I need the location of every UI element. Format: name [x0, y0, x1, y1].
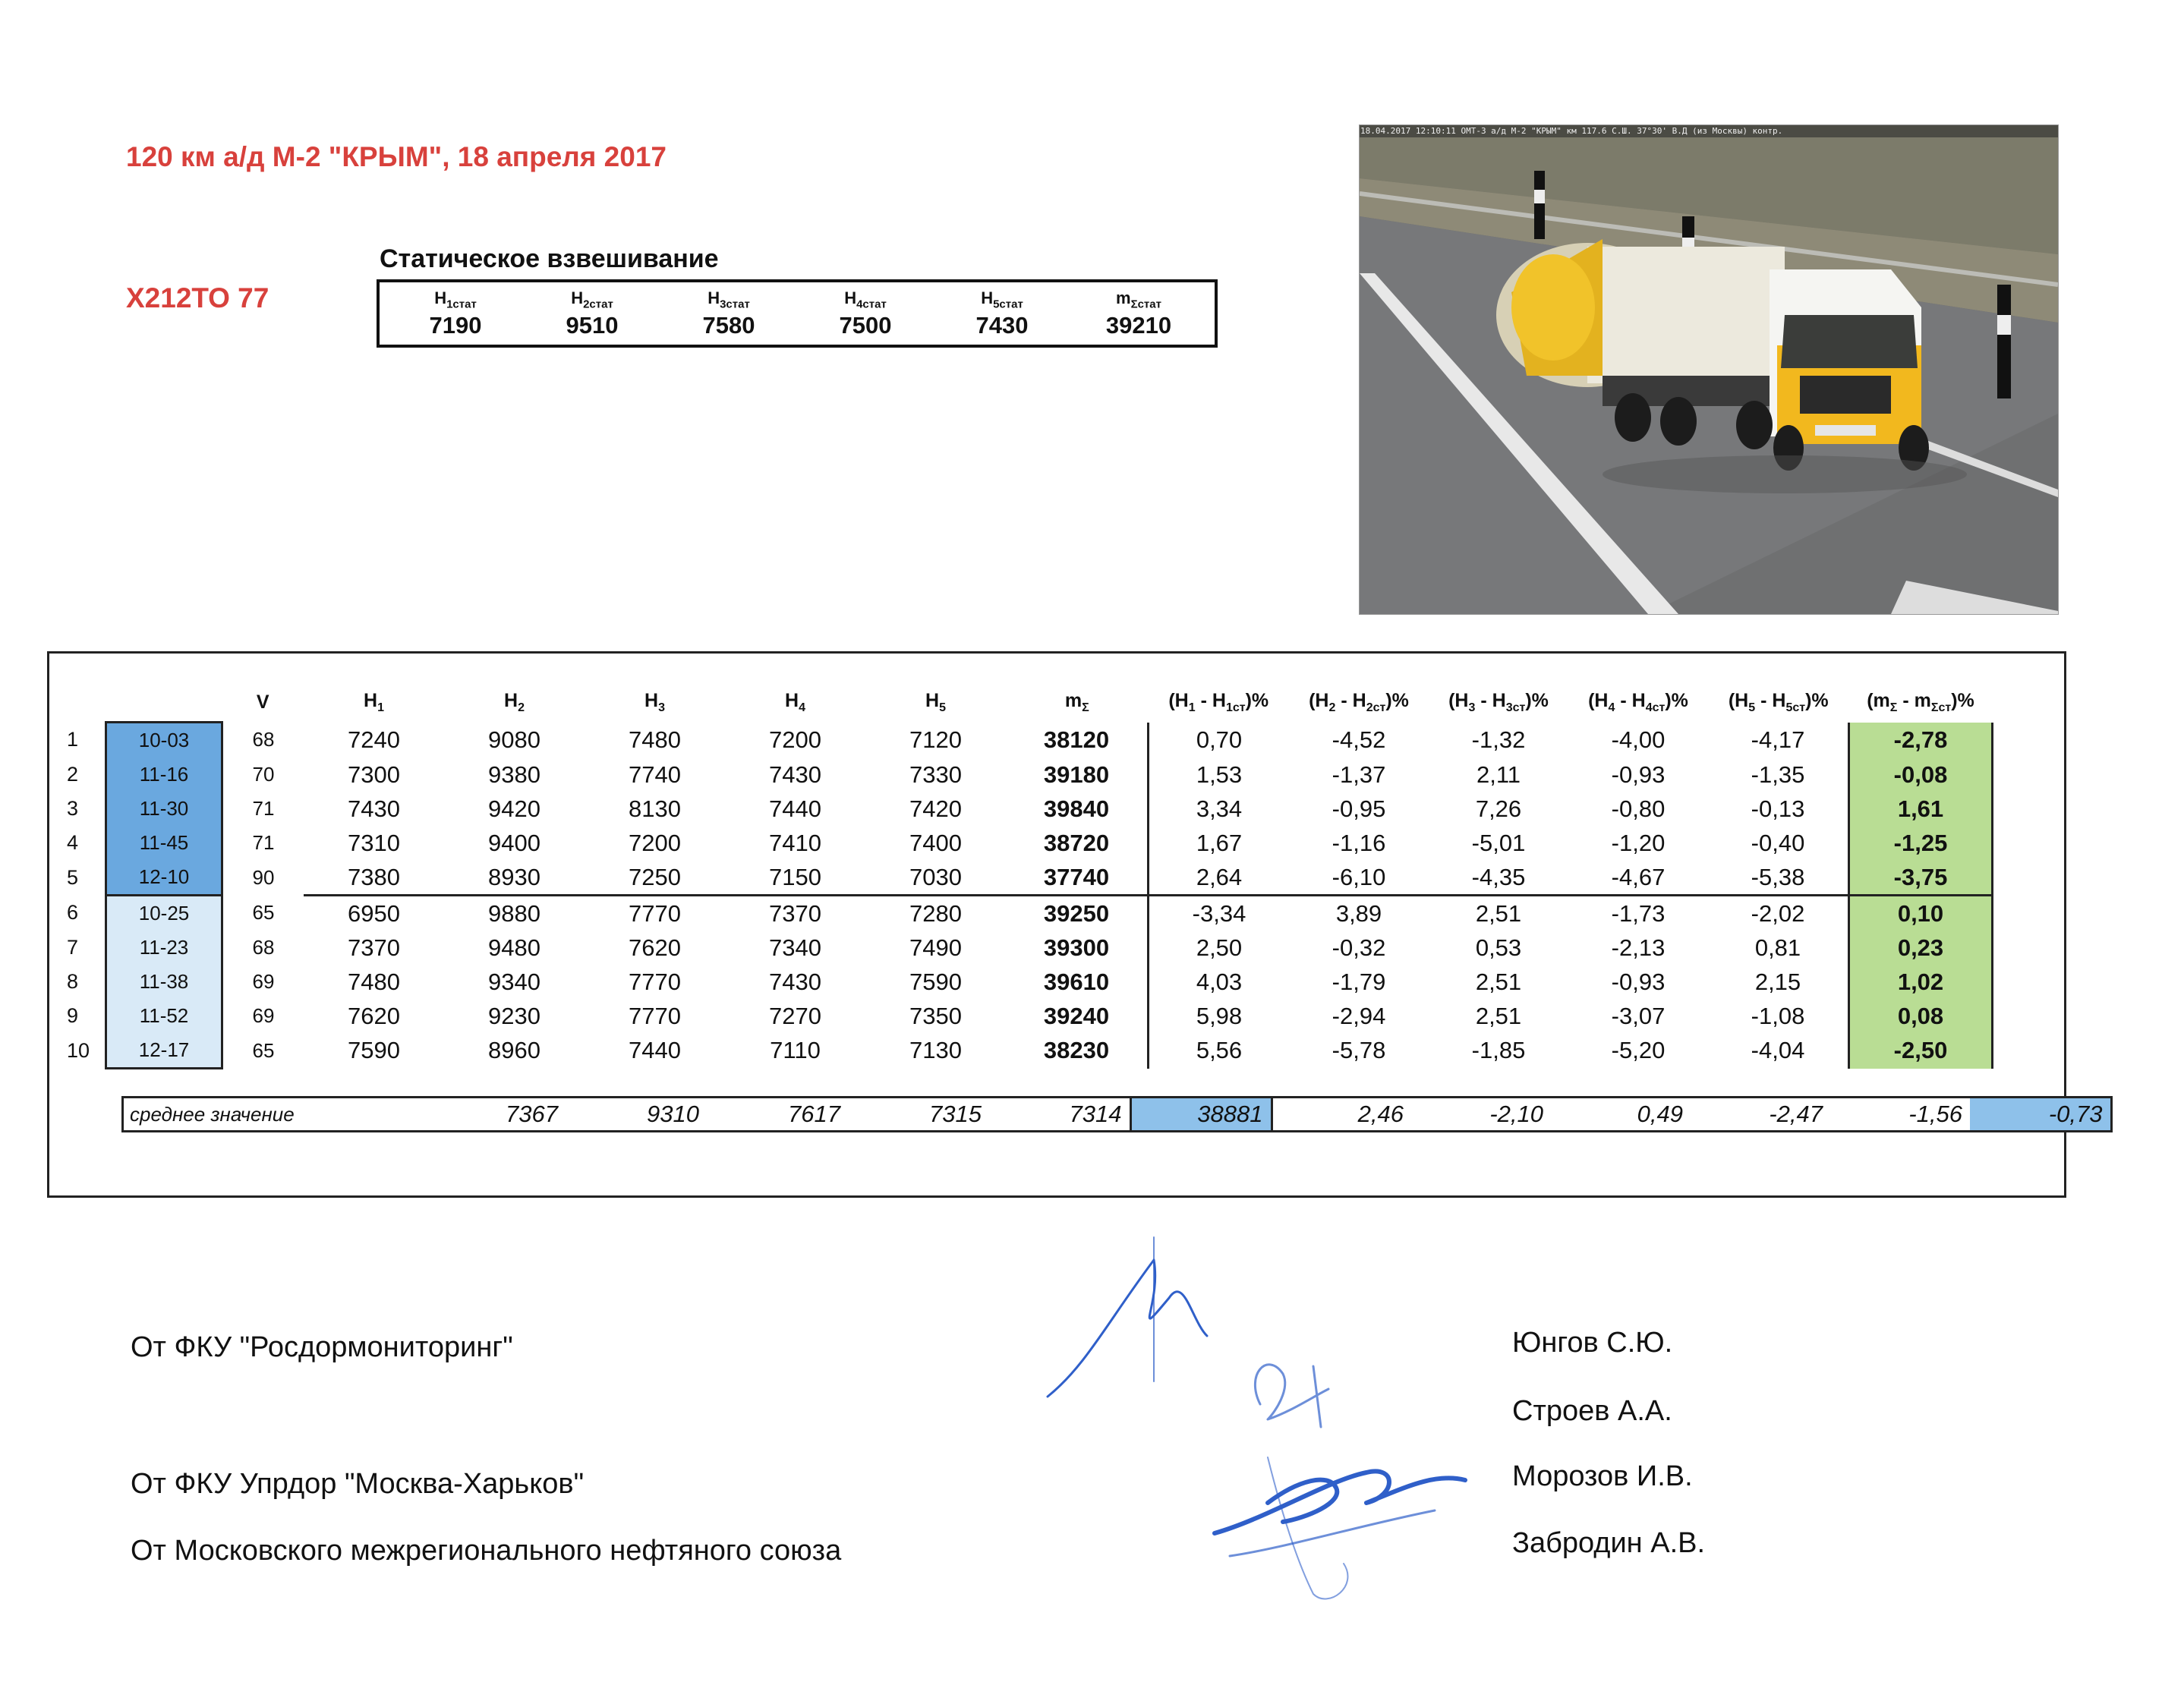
deviation-cell: -1,73: [1611, 899, 1666, 927]
deviation-cell: -1,37: [1332, 761, 1386, 788]
axle-load-cell: 7120: [909, 726, 962, 753]
speed-cell: 69: [252, 1004, 275, 1027]
axle-load-cell: 7410: [769, 829, 821, 856]
average-label: среднее значение: [123, 1098, 425, 1132]
deviation-cell: -0,80: [1611, 795, 1666, 822]
deviation-cell: 5,98: [1196, 1002, 1243, 1029]
total-deviation-cell: 0,08: [1849, 999, 1993, 1033]
axle-load-cell: 7370: [348, 934, 400, 961]
static-value: 7190: [429, 311, 482, 339]
static-weighing-table: [377, 279, 1218, 348]
axle-load-cell: 7250: [585, 860, 725, 896]
axle-load-cell: 7620: [348, 1002, 400, 1029]
axle-load-cell: 7150: [725, 860, 865, 896]
deviation-cell: -4,00: [1611, 726, 1666, 753]
axle-load-cell: 7340: [769, 934, 821, 961]
row-number: 6: [67, 901, 79, 924]
time-cell: 12-10: [106, 860, 222, 896]
speed-cell: 71: [252, 797, 275, 820]
total-deviation-cell: 0,10: [1849, 896, 1993, 931]
speed-cell: 90: [252, 865, 275, 889]
deviation-cell: -3,07: [1611, 1002, 1666, 1029]
row-number: 7: [67, 936, 79, 959]
deviation-cell: -2,94: [1332, 1002, 1386, 1029]
deviation-cell: 3,34: [1196, 795, 1243, 822]
axle-load-cell: 6950: [348, 899, 400, 927]
row-number: 10: [67, 1038, 90, 1062]
deviation-cell: -4,35: [1429, 860, 1568, 896]
table-row: [67, 758, 1993, 792]
org-uprdor: От ФКУ Упрдор "Москва-Харьков": [131, 1468, 585, 1500]
speed-cell: 65: [252, 901, 275, 924]
average-mtotal: 38881: [1130, 1098, 1272, 1132]
deviation-cell: 7,26: [1475, 795, 1522, 822]
time-cell: 11-52: [106, 999, 222, 1033]
deviation-cell: -4,17: [1751, 726, 1805, 753]
deviation-cell: 5,56: [1196, 1037, 1243, 1064]
total-deviation-cell: -2,50: [1849, 1033, 1993, 1069]
signatory-name: Строев А.А.: [1512, 1395, 1672, 1427]
axle-load-cell: 7270: [769, 1002, 821, 1029]
total-mass-cell: 39180: [1006, 758, 1149, 792]
deviation-cell: -4,52: [1332, 726, 1386, 753]
total-mass-cell: 39610: [1006, 965, 1149, 999]
truck-photo: [1359, 124, 2059, 615]
axle-load-cell: 7480: [348, 968, 400, 995]
total-mass-cell: 38230: [1006, 1033, 1149, 1069]
axle-load-cell: 7770: [629, 899, 681, 927]
static-col-h3: $H_{3стат}$ 7580: [702, 288, 755, 339]
axle-load-cell: 8960: [488, 1037, 540, 1064]
header-v: V: [256, 691, 269, 713]
row-number: 5: [67, 865, 79, 889]
time-cell: 11-30: [106, 792, 222, 826]
deviation-cell: -1,79: [1332, 968, 1386, 995]
axle-load-cell: 7400: [909, 829, 962, 856]
axle-load-cell: 7200: [769, 726, 821, 753]
deviation-cell: -4,67: [1568, 860, 1708, 896]
average-p5: -1,56: [1830, 1098, 1970, 1132]
signatory-name: Забродин А.В.: [1512, 1527, 1706, 1559]
speed-cell: 65: [252, 1038, 275, 1062]
static-col-mtotal: $m_{\Sigma стат}$ 39210: [1105, 288, 1172, 339]
row-number: 9: [67, 1004, 79, 1027]
deviation-cell: 0,70: [1196, 726, 1243, 753]
header-p3: $(H_3 - H_{3ст})\%$: [1448, 690, 1549, 715]
table-row: [67, 999, 1993, 1033]
speed-cell: 69: [252, 970, 275, 993]
table-row: [67, 792, 1993, 826]
axle-load-cell: 7770: [629, 968, 681, 995]
axle-load-cell: 7350: [909, 1002, 962, 1029]
deviation-cell: 0,81: [1754, 934, 1801, 961]
axle-load-cell: 7380: [304, 860, 444, 896]
row-number: 2: [67, 763, 79, 786]
document-title: 120 км а/д М-2 "КРЫМ", 18 апреля 2017: [126, 141, 667, 172]
speed-cell: 68: [252, 936, 275, 959]
deviation-cell: 2,15: [1754, 968, 1801, 995]
header-p2: $(H_2 - H_{2ст})\%$: [1309, 690, 1409, 715]
handwritten-signatures: [1040, 1230, 1495, 1624]
total-mass-cell: 39250: [1006, 896, 1149, 931]
static-col-h2: $H_{2стат}$ 9510: [566, 288, 619, 339]
axle-load-cell: 7440: [769, 795, 821, 822]
row-number: 8: [67, 970, 79, 993]
deviation-cell: 2,64: [1149, 860, 1290, 896]
header-p4: $(H_4 - H_{4ст})\%$: [1588, 690, 1688, 715]
static-value: 39210: [1105, 311, 1172, 339]
deviation-cell: -1,35: [1751, 761, 1805, 788]
deviation-cell: -1,85: [1471, 1037, 1526, 1064]
average-h1: 7367: [424, 1098, 566, 1132]
total-deviation-cell: -0,08: [1849, 758, 1993, 792]
axle-load-cell: 9380: [488, 761, 540, 788]
static-col-h4: $H_{4стат}$ 7500: [839, 288, 892, 339]
row-number: 4: [67, 831, 79, 854]
deviation-cell: 2,11: [1476, 761, 1521, 788]
total-deviation-cell: 1,61: [1849, 792, 1993, 826]
static-value: 7430: [975, 311, 1029, 339]
deviation-cell: -1,20: [1611, 829, 1666, 856]
deviation-cell: -2,02: [1751, 899, 1805, 927]
total-mass-cell: 39240: [1006, 999, 1149, 1033]
deviation-cell: -5,38: [1708, 860, 1849, 896]
header-ptotal: $(m_\Sigma - m_{\Sigma ст})\%$: [1867, 690, 1974, 715]
axle-load-cell: 7370: [769, 899, 821, 927]
deviation-cell: -1,16: [1332, 829, 1386, 856]
deviation-cell: 2,50: [1196, 934, 1243, 961]
static-value: 7580: [702, 311, 755, 339]
axle-load-cell: 8930: [444, 860, 585, 896]
time-cell: 11-38: [106, 965, 222, 999]
row-number: 3: [67, 797, 79, 820]
header-p5: $(H_5 - H_{5ст})\%$: [1728, 690, 1829, 715]
deviation-cell: -0,40: [1751, 829, 1805, 856]
deviation-cell: -4,04: [1751, 1037, 1805, 1064]
org-oil-union: От Московского межрегионального нефтяного союза: [131, 1535, 842, 1567]
total-deviation-cell: -3,75: [1849, 860, 1993, 896]
deviation-cell: -0,32: [1332, 934, 1386, 961]
axle-load-cell: 7590: [348, 1037, 400, 1064]
deviation-cell: -0,93: [1611, 761, 1666, 788]
average-p2: -2,10: [1411, 1098, 1551, 1132]
total-deviation-cell: -1,25: [1849, 826, 1993, 860]
static-col-h5: $H_{5стат}$ 7430: [975, 288, 1029, 339]
average-ptotal: -0,73: [1970, 1098, 2111, 1132]
average-h5: 7314: [989, 1098, 1130, 1132]
average-h3: 7617: [707, 1098, 848, 1132]
signatory-name: Юнгов С.Ю.: [1512, 1327, 1673, 1359]
time-cell: 11-23: [106, 931, 222, 965]
axle-load-cell: 9480: [488, 934, 540, 961]
deviation-cell: 4,03: [1196, 968, 1243, 995]
axle-load-cell: 9880: [488, 899, 540, 927]
header-h5: $H_5$: [925, 690, 946, 715]
table-row: [67, 723, 1993, 758]
time-cell: 10-03: [106, 723, 222, 758]
axle-load-cell: 7280: [909, 899, 962, 927]
time-cell: 10-25: [106, 896, 222, 931]
time-cell: 12-17: [106, 1033, 222, 1069]
table-header-row: [67, 683, 1993, 723]
deviation-cell: 1,67: [1196, 829, 1243, 856]
axle-load-cell: 7300: [348, 761, 400, 788]
signatory-name: Морозов И.В.: [1512, 1460, 1693, 1492]
truck-photo-illustration: [1360, 125, 2058, 614]
axle-load-cell: 9230: [488, 1002, 540, 1029]
average-p1: 2,46: [1272, 1098, 1411, 1132]
table-row: [67, 826, 1993, 860]
deviation-cell: -3,34: [1192, 899, 1246, 927]
table-row: [67, 931, 1993, 965]
axle-load-cell: 7770: [629, 1002, 681, 1029]
axle-load-cell: 7420: [909, 795, 962, 822]
speed-cell: 70: [252, 763, 275, 786]
axle-load-cell: 7490: [909, 934, 962, 961]
deviation-cell: 0,53: [1475, 934, 1522, 961]
total-mass-cell: 38720: [1006, 826, 1149, 860]
axle-load-cell: 7310: [348, 829, 400, 856]
axle-load-cell: 7430: [348, 795, 400, 822]
deviation-cell: -5,78: [1332, 1037, 1386, 1064]
axle-load-cell: 7430: [769, 761, 821, 788]
axle-load-cell: 7590: [909, 968, 962, 995]
axle-load-cell: 7430: [769, 968, 821, 995]
total-mass-cell: 38120: [1006, 723, 1149, 758]
axle-load-cell: 7200: [629, 829, 681, 856]
average-h2: 9310: [566, 1098, 707, 1132]
deviation-cell: -1,08: [1751, 1002, 1805, 1029]
axle-load-cell: 7240: [348, 726, 400, 753]
deviation-cell: -6,10: [1289, 860, 1429, 896]
deviation-cell: -0,13: [1751, 795, 1805, 822]
total-mass-cell: 37740: [1006, 860, 1149, 896]
axle-load-cell: 9340: [488, 968, 540, 995]
org-rosdormonitoring: От ФКУ "Росдормониторинг": [131, 1331, 513, 1363]
deviation-cell: 1,53: [1196, 761, 1243, 788]
axle-load-cell: 7480: [629, 726, 681, 753]
static-value: 9510: [566, 311, 619, 339]
average-p4: -2,47: [1691, 1098, 1830, 1132]
table-row: [67, 1033, 1993, 1069]
deviation-cell: -1,32: [1471, 726, 1526, 753]
average-h4: 7315: [848, 1098, 989, 1132]
axle-load-cell: 8130: [629, 795, 681, 822]
static-col-h1: $H_{1стат}$ 7190: [429, 288, 482, 339]
time-cell: 11-16: [106, 758, 222, 792]
table-row: [67, 896, 1993, 931]
deviation-cell: -0,93: [1611, 968, 1666, 995]
deviation-cell: -5,01: [1471, 829, 1526, 856]
measurements-table: [67, 683, 1993, 1069]
axle-load-cell: 9400: [488, 829, 540, 856]
static-weighing-caption: Статическое взвешивание: [380, 244, 719, 273]
speed-cell: 68: [252, 728, 275, 751]
axle-load-cell: 7740: [629, 761, 681, 788]
average-row: [121, 1096, 2113, 1132]
axle-load-cell: 7440: [629, 1037, 681, 1064]
axle-load-cell: 7330: [909, 761, 962, 788]
deviation-cell: 2,51: [1475, 968, 1522, 995]
deviation-cell: -2,13: [1611, 934, 1666, 961]
axle-load-cell: 7030: [865, 860, 1006, 896]
total-deviation-cell: 1,02: [1849, 965, 1993, 999]
deviation-cell: -0,95: [1332, 795, 1386, 822]
header-mtotal: $m_\Sigma$: [1064, 690, 1089, 715]
total-deviation-cell: -2,78: [1849, 723, 1993, 758]
axle-load-cell: 7130: [909, 1037, 962, 1064]
header-p1: $(H_1 - H_{1ст})\%$: [1168, 690, 1269, 715]
time-cell: 11-45: [106, 826, 222, 860]
deviation-cell: 2,51: [1475, 1002, 1522, 1029]
speed-cell: 71: [252, 831, 275, 854]
header-h4: $H_4$: [785, 690, 805, 715]
photo-caption: 18.04.2017 12:10:11 ОМТ-3 а/д М-2 "КРЫМ" км 117.6 С.Ш. 37°30' В.Д (из Москвы) контр.: [1360, 126, 1783, 136]
table-row: [67, 860, 1993, 896]
axle-load-cell: 9420: [488, 795, 540, 822]
row-number: 1: [67, 728, 79, 751]
total-mass-cell: 39840: [1006, 792, 1149, 826]
deviation-cell: 3,89: [1335, 899, 1382, 927]
deviation-cell: 2,51: [1475, 899, 1522, 927]
axle-load-cell: 7110: [770, 1037, 821, 1064]
vehicle-plate: Х212ТО 77: [126, 282, 269, 313]
axle-load-cell: 9080: [488, 726, 540, 753]
average-p3: 0,49: [1551, 1098, 1691, 1132]
static-value: 7500: [839, 311, 892, 339]
header-h3: $H_3$: [644, 690, 665, 715]
deviation-cell: -5,20: [1611, 1037, 1666, 1064]
axle-load-cell: 7620: [629, 934, 681, 961]
total-deviation-cell: 0,23: [1849, 931, 1993, 965]
total-mass-cell: 39300: [1006, 931, 1149, 965]
header-h1: $H_1$: [364, 690, 384, 715]
header-h2: $H_2$: [504, 690, 525, 715]
table-row: [67, 965, 1993, 999]
